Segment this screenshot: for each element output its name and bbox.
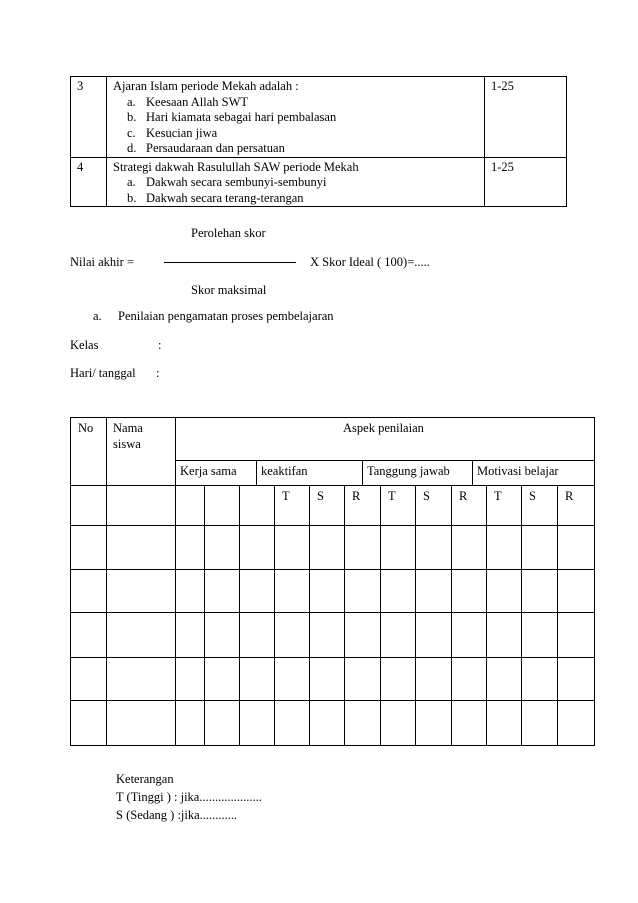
aspect-label: Motivasi belajar: [477, 464, 559, 478]
grid-divider: [557, 485, 558, 745]
hari-colon: :: [156, 366, 160, 380]
answer-option: a. Keesaan Allah SWT: [127, 94, 249, 109]
aspect-label: Kerja sama: [180, 464, 237, 478]
answer-option: c. Kesucian jiwa: [127, 125, 218, 140]
score-sub-label: T: [282, 489, 290, 503]
grid-row-line: [70, 525, 594, 526]
answer-option: b. Dakwah secara terang-terangan: [127, 190, 304, 205]
kelas-label: Kelas: [70, 338, 99, 352]
grid-divider: [309, 485, 310, 745]
question-cell: [107, 157, 485, 207]
grid-divider: [256, 460, 257, 485]
formula-rhs: X Skor Ideal ( 100)=.....: [310, 255, 430, 269]
question-score: 1-25: [485, 157, 567, 207]
hari-label: Hari/ tanggal: [70, 366, 136, 380]
answer-option: a. Dakwah secara sembunyi-sembunyi: [127, 175, 327, 189]
no-header: No: [78, 421, 94, 435]
question-row: [71, 157, 567, 207]
score-sub-label: R: [565, 489, 574, 503]
grid-divider: [344, 485, 345, 745]
formula-denominator: Skor maksimal: [191, 283, 267, 297]
question-number: 3: [71, 77, 107, 158]
score-sub-label: T: [494, 489, 502, 503]
grid-divider: [106, 417, 107, 745]
question-table: [70, 76, 567, 207]
grid-border: [594, 417, 595, 745]
keterangan-line: T (Tinggi ) : jika....................: [116, 790, 262, 804]
grid-row-line: [70, 612, 594, 613]
grid-divider: [362, 460, 363, 485]
grid-divider: [472, 460, 473, 485]
formula-lhs: Nilai akhir =: [70, 255, 134, 269]
grid-border: [70, 745, 595, 746]
question-cell: [107, 77, 485, 158]
grid-divider: [486, 485, 487, 745]
aspek-header: Aspek penilaian: [343, 421, 424, 435]
question-text: Strategi dakwah Rasulullah SAW periode Mekah: [113, 159, 359, 174]
grid-divider: [204, 485, 205, 745]
score-sub-label: S: [423, 489, 430, 503]
grid-row-line: [70, 657, 594, 658]
section-letter: a.: [93, 309, 102, 323]
nama-header: siswa: [113, 437, 141, 451]
formula-numerator: Perolehan skor: [191, 226, 266, 240]
grid-divider: [175, 460, 594, 461]
answer-option: d. Persaudaraan dan persatuan: [127, 141, 285, 155]
grid-divider: [415, 485, 416, 745]
grid-divider: [521, 485, 522, 745]
aspect-label: Tanggung jawab: [367, 464, 450, 478]
question-number: 4: [71, 157, 107, 207]
grid-row-line: [70, 569, 594, 570]
grid-divider: [380, 485, 381, 745]
grid-divider: [70, 485, 594, 486]
score-sub-label: R: [352, 489, 361, 503]
answer-option: b. Hari kiamata sebagai hari pembalasan: [127, 110, 337, 124]
grid-divider: [239, 485, 240, 745]
grid-divider: [175, 417, 176, 745]
keterangan-line: S (Sedang ) :jika............: [116, 808, 238, 822]
score-sub-label: S: [317, 489, 324, 503]
grid-divider: [274, 485, 275, 745]
score-sub-label: S: [529, 489, 536, 503]
section-title: Penilaian pengamatan proses pembelajaran: [118, 309, 334, 323]
question-score: 1-25: [485, 77, 567, 158]
aspect-label: keaktifan: [261, 464, 308, 478]
score-sub-label: T: [388, 489, 396, 503]
fraction-line: [164, 262, 296, 263]
question-row: [71, 77, 567, 158]
kelas-colon: :: [158, 338, 162, 352]
keterangan-title: Keterangan: [116, 772, 174, 786]
grid-row-line: [70, 700, 594, 701]
grid-divider: [451, 485, 452, 745]
grid-border: [70, 417, 71, 745]
question-text: Ajaran Islam periode Mekah adalah :: [113, 79, 299, 93]
grid-border: [70, 417, 595, 418]
nama-header: Nama: [113, 421, 143, 435]
score-sub-label: R: [459, 489, 468, 503]
